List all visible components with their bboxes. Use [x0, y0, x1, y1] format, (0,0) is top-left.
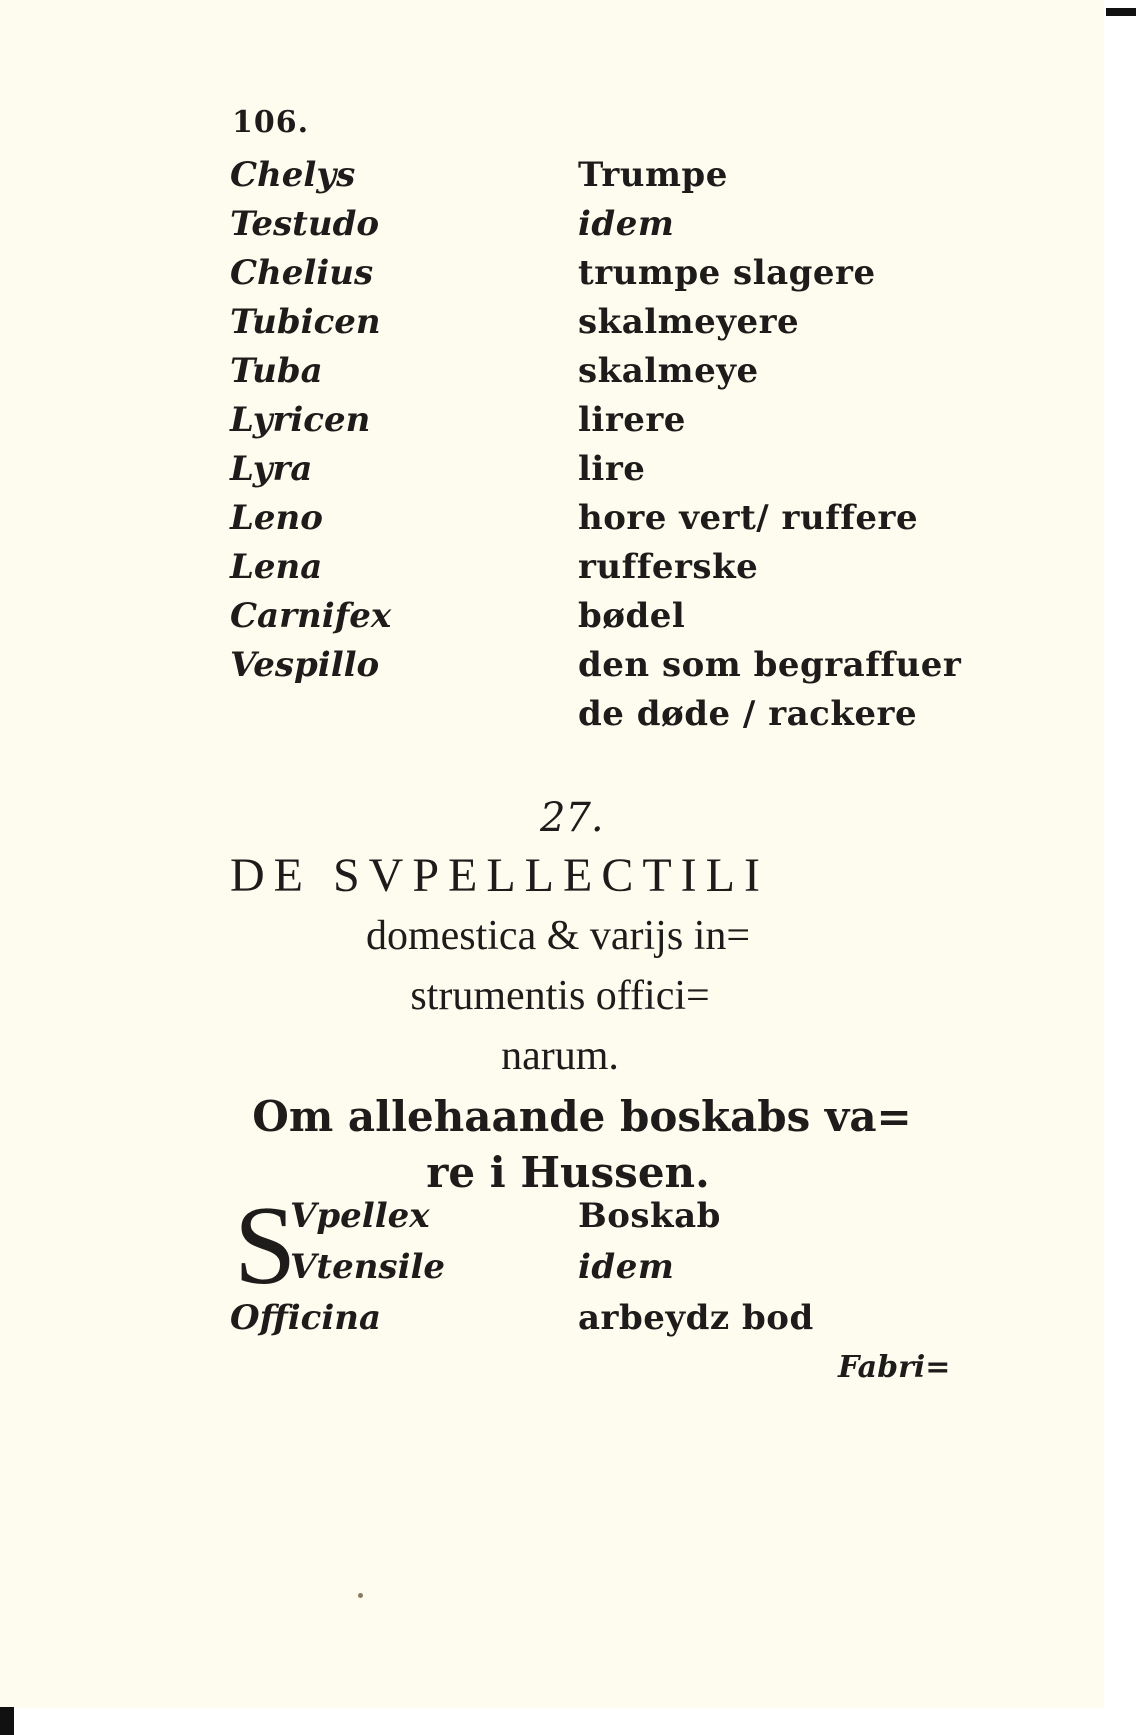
vernacular-gloss: hore vert/ ruffere — [578, 498, 919, 538]
vernacular-gloss: rufferske — [578, 547, 759, 587]
latin-term: Lyra — [230, 449, 313, 489]
vernacular-gloss: den som begraffuer — [578, 645, 962, 685]
vernacular-gloss: lirere — [578, 400, 686, 440]
glossary-row — [0, 351, 1104, 399]
latin-term: Lena — [230, 547, 323, 587]
vernacular-gloss: idem — [578, 1247, 675, 1287]
latin-term: Chelius — [230, 253, 374, 293]
page-number: 106. — [232, 105, 310, 140]
paper-speck — [358, 1593, 363, 1598]
glossary-row — [0, 204, 1104, 252]
glossary-row — [0, 645, 1104, 693]
gloss-continuation: de døde / rackere — [578, 694, 918, 734]
latin-term: Vespillo — [230, 645, 380, 685]
latin-term: Vpellex — [290, 1196, 430, 1236]
glossary-row — [0, 155, 1104, 203]
latin-term: Leno — [230, 498, 323, 538]
scan-edge-mark — [0, 1707, 14, 1735]
vernacular-gloss: lire — [578, 449, 646, 489]
latin-term: Carnifex — [230, 596, 392, 636]
section-subtitle-line: domestica & varijs in= — [365, 913, 751, 959]
latin-term: Officina — [230, 1298, 382, 1338]
glossary-row — [0, 449, 1104, 497]
vernacular-gloss: skalmeyere — [578, 302, 800, 342]
section-title: DE SVPELLECTILI — [230, 849, 769, 902]
glossary-row — [0, 1196, 1104, 1244]
vernacular-gloss: skalmeye — [578, 351, 759, 391]
catchword: Fabri= — [838, 1350, 951, 1385]
vernacular-gloss: trumpe slagere — [578, 253, 876, 293]
vernacular-heading-line: Om allehaande boskabs va= — [252, 1092, 912, 1141]
glossary-row — [0, 253, 1104, 301]
glossary-row — [0, 498, 1104, 546]
vernacular-gloss: idem — [578, 204, 675, 244]
drop-cap: S — [234, 1184, 297, 1308]
vernacular-gloss: arbeydz bod — [578, 1298, 814, 1338]
glossary-row — [0, 596, 1104, 644]
glossary-row — [0, 547, 1104, 595]
section-subtitle-line: strumentis offici= — [410, 973, 710, 1019]
glossary-row — [0, 400, 1104, 448]
glossary-row — [0, 302, 1104, 350]
glossary-row — [0, 1298, 1104, 1346]
latin-term: Tubicen — [230, 302, 381, 342]
vernacular-gloss: Boskab — [578, 1196, 721, 1236]
latin-term: Testudo — [230, 204, 380, 244]
latin-term: Lyricen — [230, 400, 371, 440]
vernacular-gloss: Trumpe — [578, 155, 728, 195]
latin-term: Tuba — [230, 351, 323, 391]
vernacular-gloss: bødel — [578, 596, 686, 636]
scan-edge-mark — [1106, 8, 1136, 16]
section-subtitle-line: narum. — [501, 1033, 619, 1079]
vernacular-heading-line: re i Hussen. — [426, 1148, 710, 1197]
glossary-row — [0, 1247, 1104, 1295]
section-number: 27. — [540, 795, 604, 841]
latin-term: Chelys — [230, 155, 356, 195]
latin-term: Vtensile — [290, 1247, 446, 1287]
